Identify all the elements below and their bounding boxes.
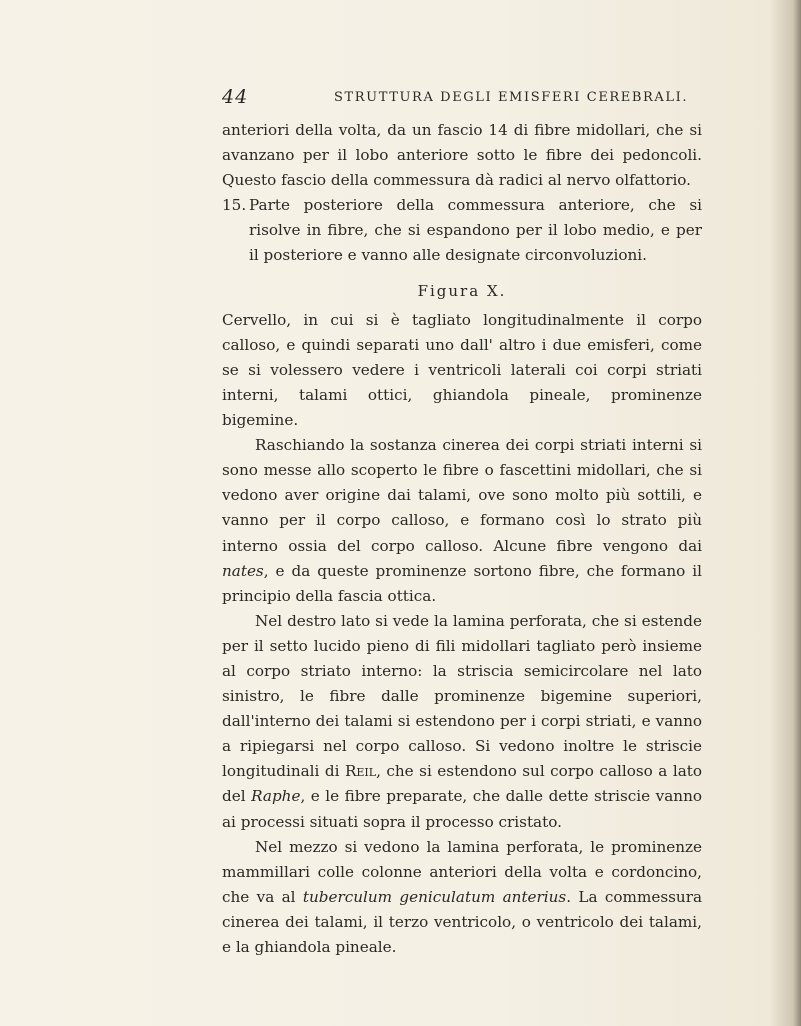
paragraph-text: Nel mezzo si vedono la lamina perforata, le prominenze mammillari colle colonne anteriori della volta e cordoncino, che va al	[222, 837, 702, 906]
page-number: 44	[222, 86, 249, 108]
paragraph-text: Cervello, in cui si è tagliato longitudinalmente il corpo calloso, e quindi separati uno dall' altro i due emisferi, come se si volessero vedere i ventricoli laterali coi corpi striati interni, talami ottici, ghiandola pineale, prominenze bigemine.	[222, 310, 702, 430]
paragraph-text: anteriori della volta, da un fascio 14 di fibre midollari, che si avanzano per il lobo anteriore sotto le fibre dei pedoncoli. Questo fascio della commessura dà radici al nervo olfattorio.	[222, 121, 702, 190]
paragraph-text: , che si estendono sul corpo calloso a lato del	[222, 762, 702, 806]
paragraph-text: . La commessura cinerea dei talami, il terzo ventricolo, o ventricolo dei talami, e la ghiandola pineale.	[222, 887, 703, 956]
paragraph	[222, 835, 702, 960]
paragraph	[222, 609, 702, 835]
paragraph-continuation	[222, 118, 702, 193]
paragraph-text: Nel destro lato si vede la lamina perforata, che si estende per il setto lucido pieno di fili midollari tagliato però insieme al corpo striato interno: la striscia semicircolare nel lato sinistro, le fibre dalle prominenze bigemine superiori, dall'interno dei talami si estendono per i corpi striati, e vanno a ripiegarsi nel corpo calloso. Si vedono inoltre le striscie longitudinali di	[222, 611, 702, 781]
body-text	[222, 118, 702, 960]
italic-term: tuberculum geniculatum anterius	[302, 887, 567, 906]
paragraph-text: Raschiando la sostanza cinerea dei corpi striati interni si sono messe allo scoperto le fibre o fascettini midollari, che si vedono aver origine dai talami, ove sono molto più sottili, e vanno per il corpo calloso, e formano così lo strato più interno ossia del corpo calloso. Alcune fibre vengono dai	[222, 436, 702, 555]
paragraph-text: Parte posteriore della commessura anteriore, che si risolve in fibre, che si espandono per il lobo medio, e per il posteriore e vanno alle designate circonvoluzioni.	[249, 196, 702, 265]
item-number: 15.	[222, 196, 247, 215]
figure-title: Figura X.	[417, 281, 507, 300]
paragraph-text: , e da queste prominenze sortono fibre, che formano il principio della fascia ottica.	[222, 561, 702, 605]
figure-description	[222, 308, 702, 433]
paragraph	[222, 433, 702, 609]
paragraph-text: , e le fibre preparate, che dalle dette striscie vanno ai processi situati sopra il processo cristato.	[222, 787, 703, 831]
paragraph-item-15	[222, 193, 702, 268]
page-header	[222, 86, 701, 112]
italic-term: Raphe	[251, 787, 301, 806]
italic-term: nates	[222, 561, 264, 580]
running-title: STRUTTURA DEGLI EMISFERI CEREBRALI.	[334, 90, 689, 105]
author-name: Reil	[344, 762, 377, 781]
